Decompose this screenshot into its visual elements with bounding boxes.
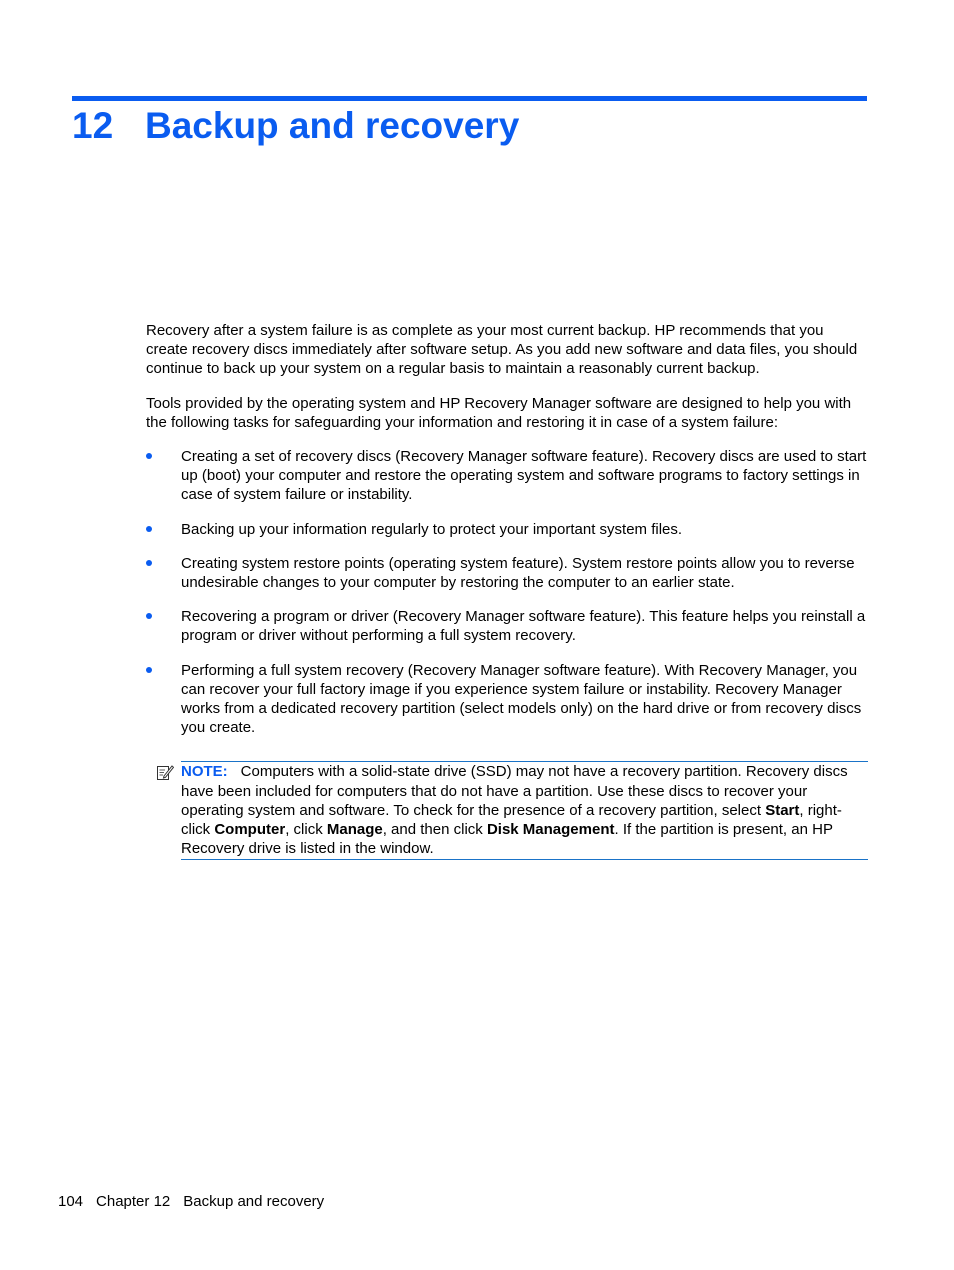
note-box (181, 761, 868, 860)
list-item (146, 520, 868, 539)
list-item-text: Recovering a program or driver (Recovery Manager software feature). This feature helps you reinstall a program or driver without performing a full system recovery. (181, 608, 866, 645)
list-item (146, 661, 868, 738)
bullet-dot-icon (146, 560, 152, 566)
bullet-dot-icon (146, 613, 152, 619)
note-pencil-icon (156, 763, 174, 781)
note-text: , right-click (181, 801, 842, 839)
list-item-text: Backing up your information regularly to protect your important system files. (181, 520, 683, 538)
note-term-manage: Manage (326, 821, 383, 839)
note-term-computer: Computer (214, 821, 286, 839)
chapter-number: 12 (72, 105, 114, 146)
bullet-dot-icon (146, 667, 152, 673)
note-term-disk-management: Disk Management (486, 821, 615, 839)
bullet-dot-icon (146, 526, 152, 532)
note-label: NOTE: (181, 763, 228, 781)
list-item-text: Performing a full system recovery (Recovery Manager software feature). With Recovery Manager, you can recover your full factory image if you experience system failure or instability. Recovery Manager works from a dedicated recovery partition (select models only) on the hard drive or from recovery discs you create. (181, 661, 862, 737)
list-item (146, 554, 868, 592)
page-footer (58, 1192, 337, 1212)
list-item-text: Creating system restore points (operating system feature). System restore points allow you to reverse undesirable changes to your computer by restoring the computer to an earlier state. (181, 554, 855, 592)
chapter-heading (72, 102, 519, 150)
bullet-dot-icon (146, 453, 152, 459)
note-term-start: Start (765, 801, 800, 819)
intro-paragraph-2: Tools provided by the operating system and HP Recovery Manager software are designed to help you with the following tasks for safeguarding your information and restoring it in case of a system failure: (146, 394, 852, 431)
chapter-title: Backup and recovery (145, 105, 520, 146)
page-content (146, 321, 868, 860)
chapter-rule (72, 96, 867, 101)
list-item (146, 447, 868, 505)
task-list (146, 447, 868, 737)
note-text: Computers with a solid-state drive (SSD) may not have a recovery partition. Recovery discs have been included for computers that do not have a partition. Use these discs to recover your operating system and software. To check for the presence of a recovery partition, select (181, 763, 848, 819)
note-text: . If the partition is present, an HP Recovery drive is listed in the window. (181, 821, 833, 858)
list-item-text: Creating a set of recovery discs (Recovery Manager software feature). Recovery discs are used to start up (boot) your computer and restore the operating system and software programs to factory settings in case of system failure or instability. (181, 448, 867, 504)
list-item (146, 607, 868, 645)
note-text: , click (285, 821, 327, 839)
footer-chapter-title: Backup and recovery (183, 1193, 325, 1210)
page-number: 104 (58, 1193, 84, 1210)
note-text: , and then click (382, 821, 487, 839)
intro-paragraph-1: Recovery after a system failure is as complete as your most current backup. HP recommends that you create recovery discs immediately after software setup. As you add new software and data files, you should continue to back up your system on a regular basis to maintain a reasonably current backup. (146, 322, 858, 378)
footer-chapter-label: Chapter 12 (96, 1193, 171, 1210)
